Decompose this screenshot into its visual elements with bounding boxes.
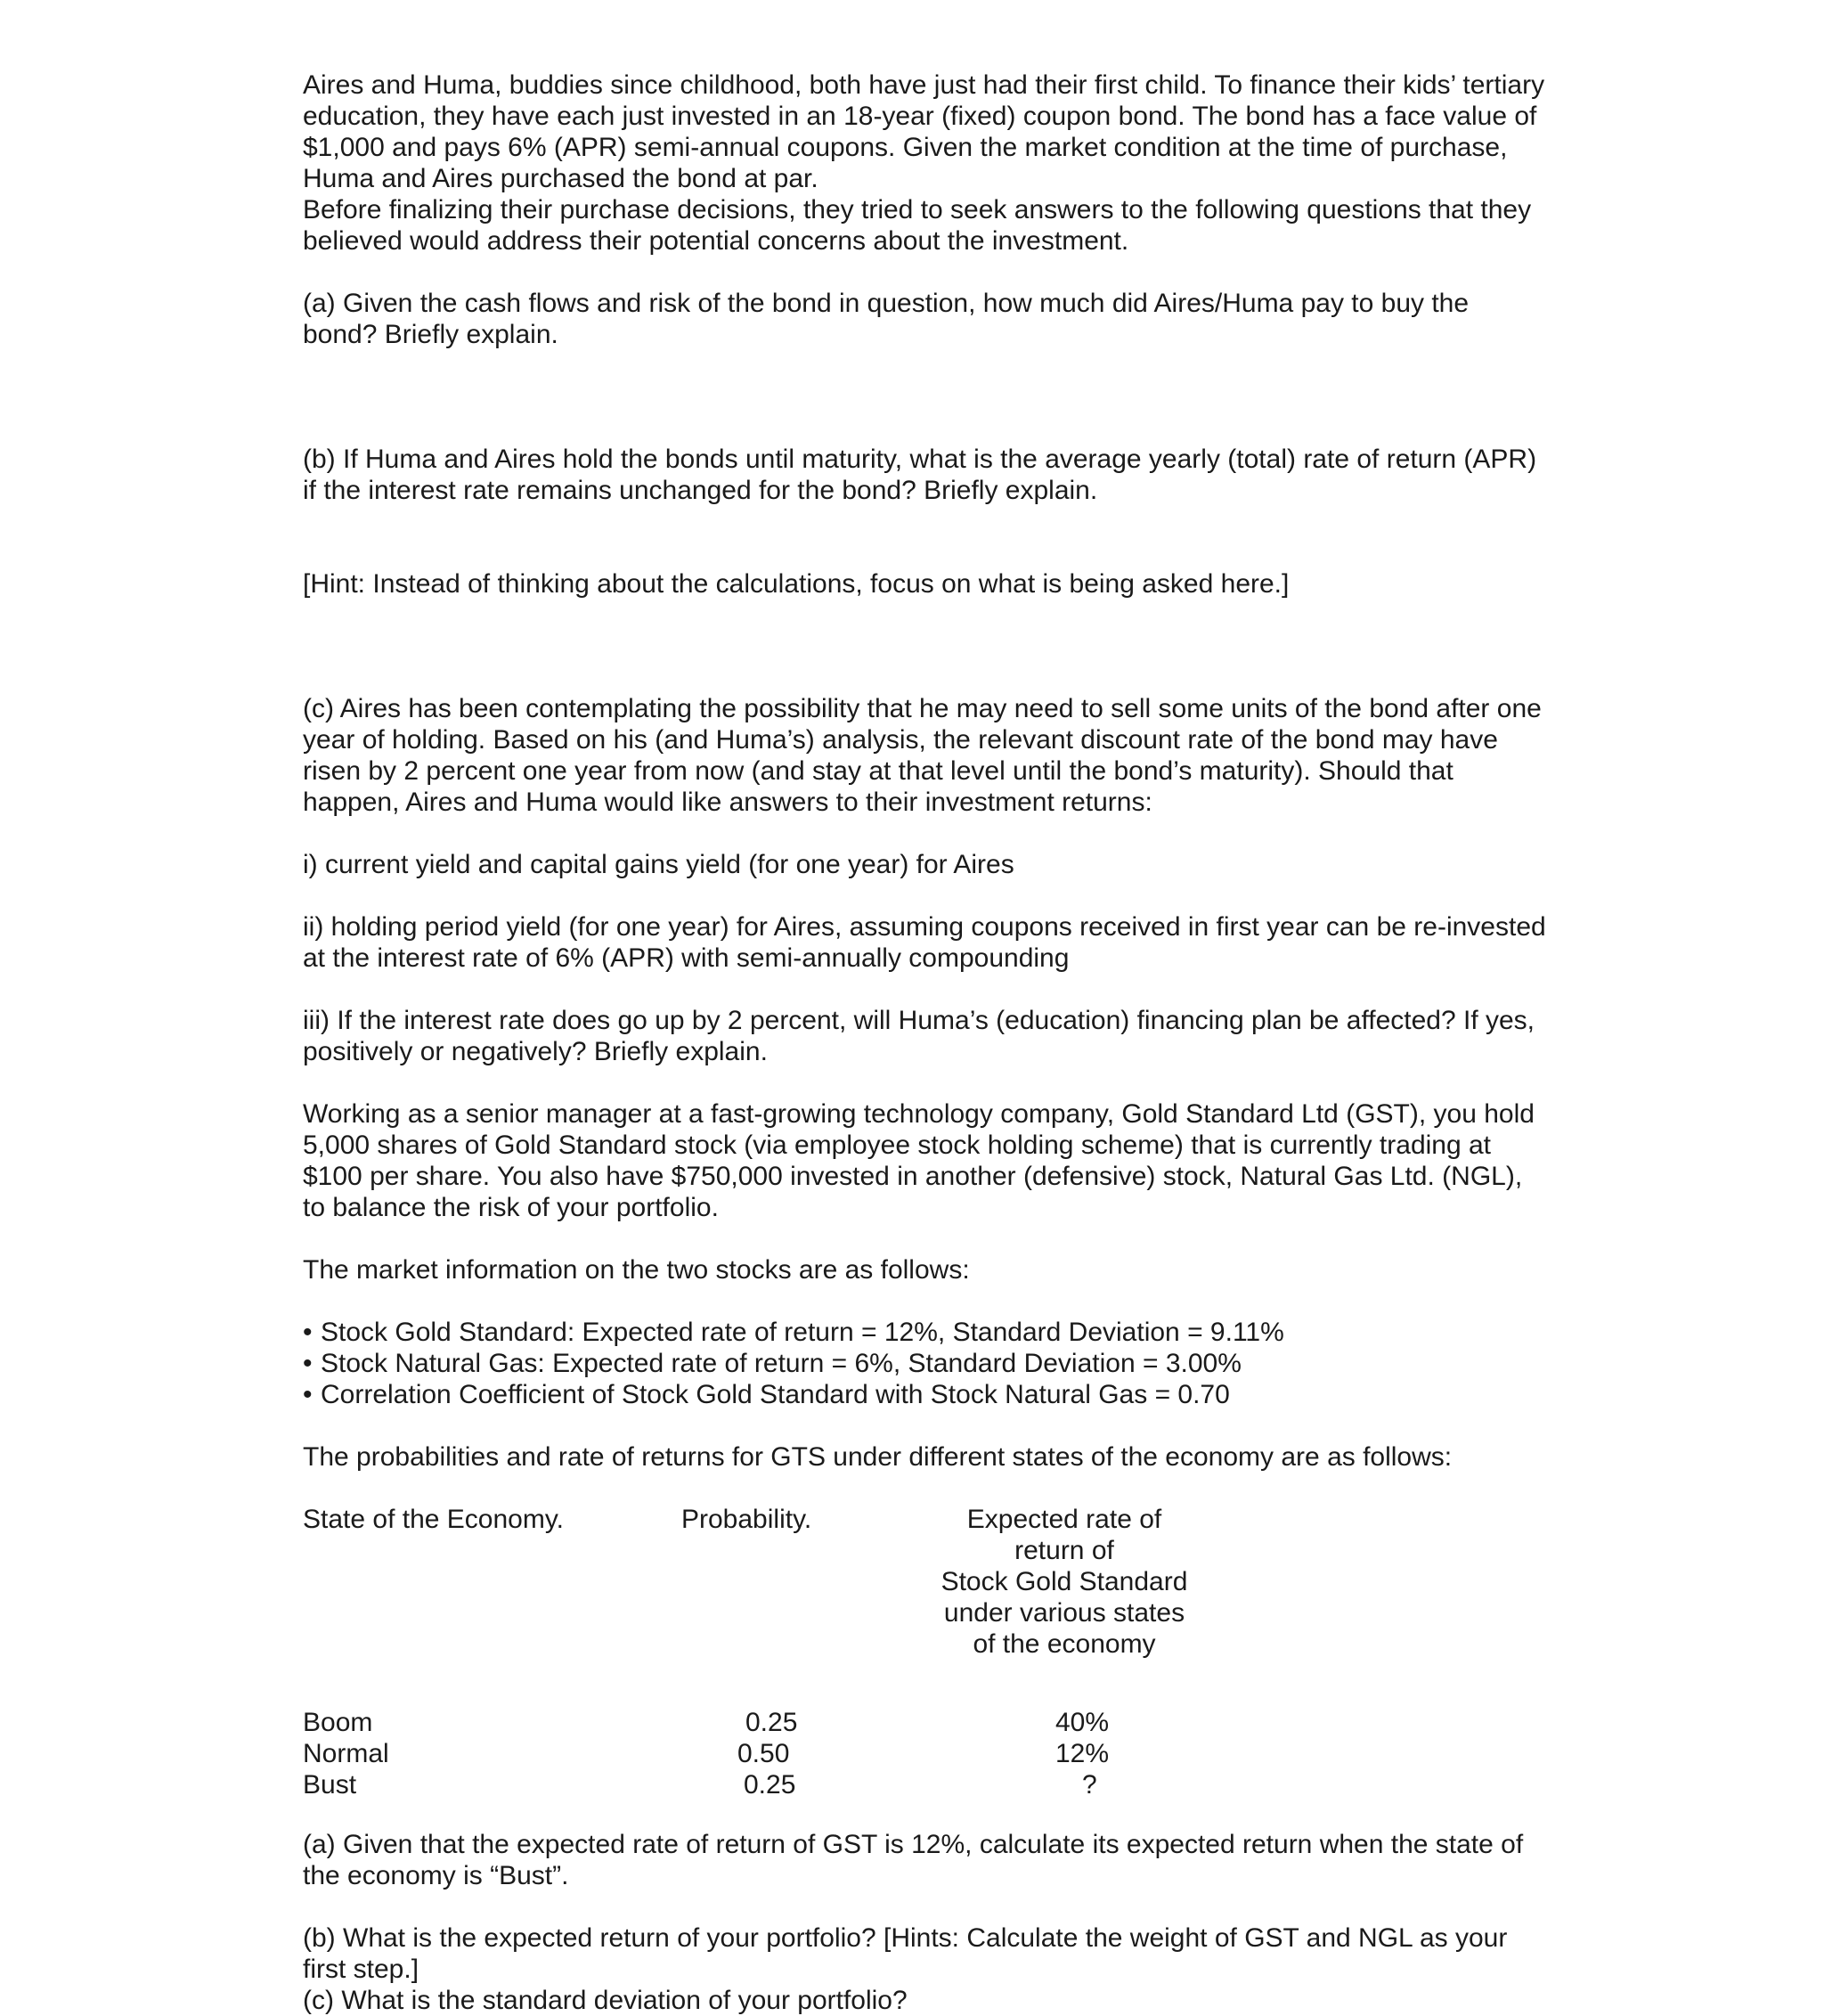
- row-boom-return: 40%: [1055, 1708, 1110, 1737]
- market-info-bullet: • Stock Gold Standard: Expected rate of return = 12%, Standard Deviation = 9.11%: [303, 1317, 1550, 1348]
- header-return-line: under various states: [943, 1598, 1185, 1628]
- market-info-bullet: • Correlation Coefficient of Stock Gold Standard with Stock Natural Gas = 0.70: [303, 1379, 1550, 1410]
- bond-intro-paragraph-2: Before finalizing their purchase decisions, they tried to seek answers to the following questions that they believed would address their potential concerns about the investment.: [303, 195, 1539, 256]
- market-info-heading: The market information on the two stocks are as follows:: [303, 1255, 970, 1285]
- bond-question-c-iii: iii) If the interest rate does go up by 2 percent, will Huma’s (education) financing plan be affected? If yes, positively or negatively? Briefly explain.: [303, 1006, 1543, 1066]
- market-info-list: [303, 1317, 1550, 1410]
- row-boom-probability: 0.25: [745, 1708, 798, 1737]
- market-info-bullet: • Stock Natural Gas: Expected rate of return = 6%, Standard Deviation = 3.00%: [303, 1348, 1550, 1379]
- bond-intro-paragraph-1: Aires and Huma, buddies since childhood, both have just had their first child. To finance their kids’ tertiary education, they have each just invested in an 18-year (fixed) coupon bond. The bond has a face value of $1,000 and pays 6% (APR) semi-annual coupons. Given the market condition at the time of purchase, Huma and Aires purchased the bond at par.: [303, 70, 1552, 193]
- stock-question-a: (a) Given that the expected rate of return of GST is 12%, calculate its expected return when the state of the economy is “Bust”.: [303, 1830, 1531, 1890]
- bond-question-b-hint: [Hint: Instead of thinking about the calculations, focus on what is being asked here.]: [303, 569, 1290, 599]
- economy-states-table: [303, 1504, 1550, 1798]
- header-return: [931, 1504, 1198, 1660]
- bond-question-b-text: (b) If Huma and Aires hold the bonds until maturity, what is the average yearly (total) rate of return (APR) if the interest rate remains unchanged for the bond? Briefly explain.: [303, 445, 1544, 505]
- bond-question-b: [303, 381, 1550, 662]
- row-bust-probability: 0.25: [744, 1770, 796, 1800]
- row-normal-state: Normal: [303, 1739, 389, 1768]
- row-bust-return: ?: [1082, 1770, 1097, 1800]
- probability-heading: The probabilities and rate of returns for GTS under different states of the economy are as follows:: [303, 1442, 1453, 1472]
- bond-question-c-i: i) current yield and capital gains yield (for one year) for Aires: [303, 850, 1014, 879]
- header-state: State of the Economy.: [303, 1505, 564, 1534]
- document-page: [303, 69, 1554, 2016]
- row-normal-return: 12%: [1055, 1739, 1110, 1768]
- header-return-line: Expected rate of: [966, 1505, 1162, 1534]
- stock-question-c: (c) What is the standard deviation of your portfolio?: [303, 1986, 908, 2015]
- header-return-line: of the economy: [973, 1629, 1156, 1659]
- header-return-line: Stock Gold Standard: [940, 1567, 1188, 1596]
- row-normal-probability: 0.50: [737, 1739, 790, 1768]
- header-probability: Probability.: [681, 1505, 812, 1534]
- bond-question-c-ii: ii) holding period yield (for one year) for Aires, assuming coupons received in first year can be re-invested at the interest rate of 6% (APR) with semi-annually compounding: [303, 912, 1554, 973]
- header-return-line: return of: [1014, 1536, 1114, 1565]
- bond-question-a: (a) Given the cash flows and risk of the bond in question, how much did Aires/Huma pay to buy the bond? Briefly explain.: [303, 289, 1477, 349]
- row-boom-state: Boom: [303, 1708, 373, 1737]
- stock-intro-paragraph: Working as a senior manager at a fast-growing technology company, Gold Standard Ltd (GST), you hold 5,000 shares of Gold Standard stock (via employee stock holding scheme) that is currently trading at $100 per share. You also have $750,000 invested in another (defensive) stock, Natural Gas Ltd. (NGL), to balance the risk of your portfolio.: [303, 1099, 1543, 1222]
- stock-question-b: (b) What is the expected return of your portfolio? [Hints: Calculate the weight of GST and NGL as your first step.]: [303, 1923, 1515, 1984]
- bond-question-c: (c) Aires has been contemplating the possibility that he may need to sell some units of the bond after one year of holding. Based on his (and Huma’s) analysis, the relevant discount rate of the bond may have risen by 2 percent one year from now (and stay at that level until the bond’s maturity). Should that happen, Aires and Huma would like answers to their investment returns:: [303, 694, 1550, 817]
- row-bust-state: Bust: [303, 1770, 357, 1800]
